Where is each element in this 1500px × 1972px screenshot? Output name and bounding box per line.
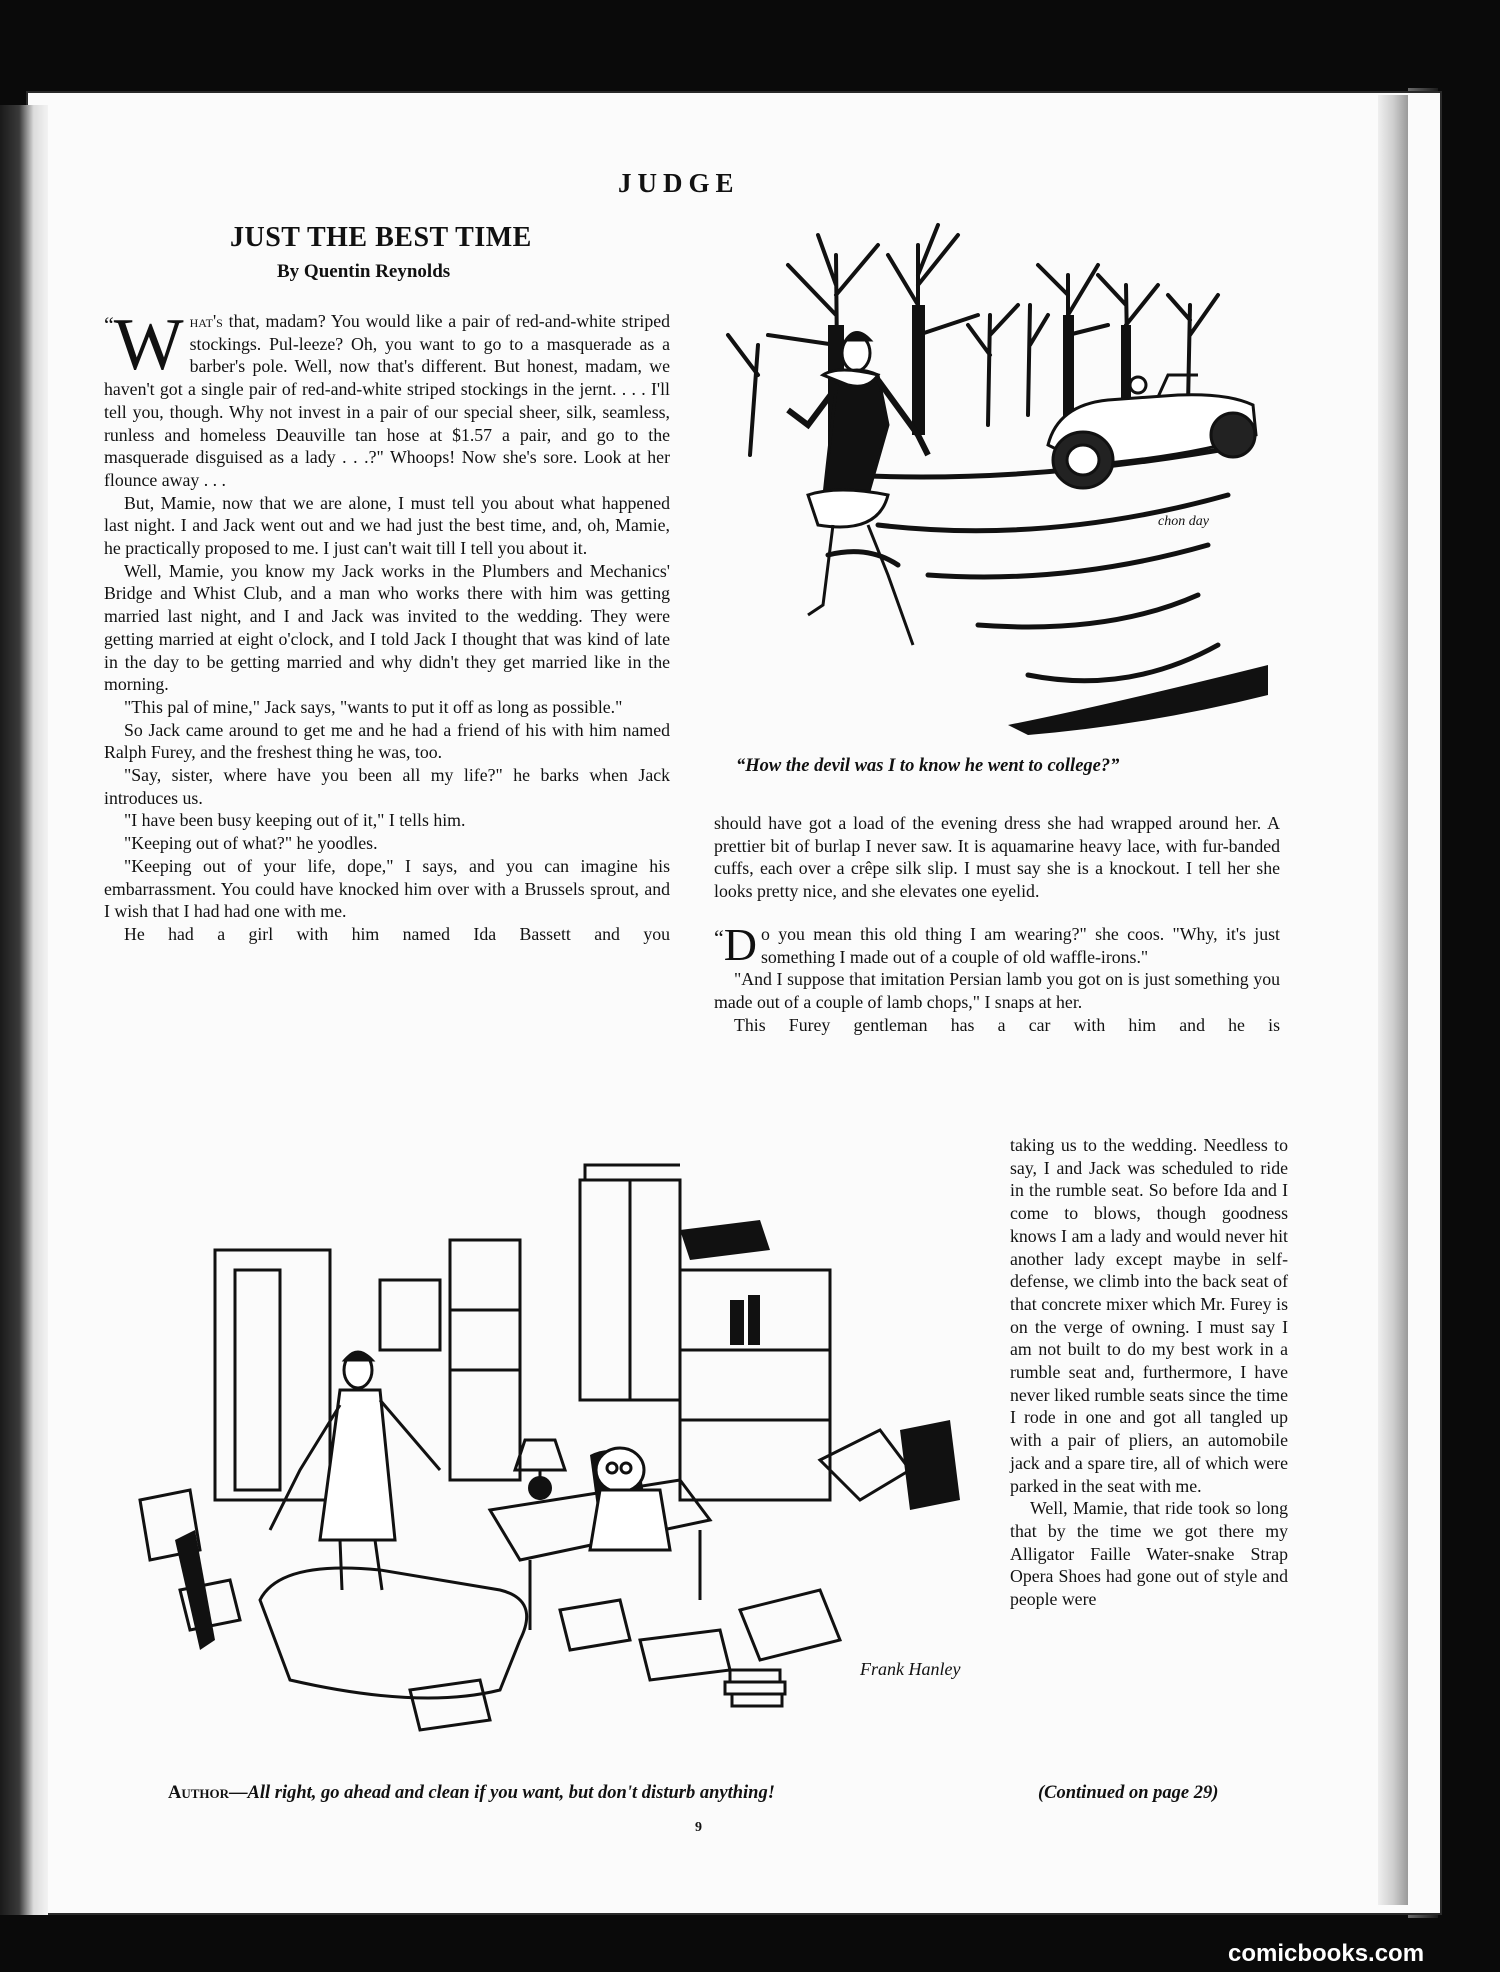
text-run: pole. Well, now that's different. But honest, madam, we haven't got a single pair of red-and-white striped stockings in the jernt. . . . I'll tell you, though. Why not invest in a pair of our special sheer, silk, seamless, runless and homeless Deauville tan hose at $1.57 a pair, and go to the masquerade disguised as a lady . . .?" Whoops! Now she's sore. Look at her flounce away . . . [104,356,670,490]
article-column-narrow [1010,1134,1288,1611]
caption-speaker: Author— [168,1783,248,1803]
open-quote: “ [104,312,114,337]
smallcaps-lead: hat's [189,311,223,331]
paragraph: "This pal of mine," Jack says, "wants to put it off as long as possible." [124,696,623,717]
paragraph: "Say, sister, where have you been all my life?" he barks when Jack introduces us. [104,765,670,808]
article-column-left [104,304,671,946]
illustration-messy-study [120,1170,980,1770]
paragraph: This Furey gentleman has a car with him and he is [734,1014,1280,1035]
open-quote: “ [714,924,724,950]
artist-signature: chon day [1158,514,1209,529]
artist-signature: Frank Hanley [860,1659,961,1679]
paragraph: Well, Mamie, you know my Jack works in the Plumbers and Mechanics' Bridge and Whist Club, and a man who works there with him was getting married last night, and I and Jack was invited to the wedding. They were getting married at eight o'clock, and I told Jack I thought that was kind of late in the day to be getting married and why didn't they get married like in the morning. [104,560,670,695]
watermark: comicbooks.com [1228,1940,1425,1967]
paragraph: "I have been busy keeping out of it," I tells him. [124,810,466,831]
article-column-right [714,812,1280,1036]
paragraph: "Keeping out of what?" he yoodles. [124,833,378,854]
paragraph: But, Mamie, now that we are alone, I must tell you about what happened last night. I and Jack went out and we had just the best time, and, oh, Mamie, he practically proposed to me. I just can't wait till I tell you about it. [104,492,670,559]
paragraph: should have got a load of the evening dress she had wrapped around her. A prettier bit of burlap I never saw. It is aquamarine heavy lace, with fur-banded cuffs, each over a crêpe silk slip. I must say she is a knockout. I tell her she looks pretty nice, and she elevates one eyelid. [714,813,1280,902]
drop-cap: D [723,918,757,970]
text-line: red-and-white striped stockings. Pul-leeze? Oh, [189,311,671,354]
illustration-caption [168,1783,775,1804]
article-title: JUST THE BEST TIME [230,222,532,253]
page-number: 9 [695,1820,702,1835]
paragraph: "And I suppose that imitation Persian lamb you got on is just something you made out of a couple of lamb chops," I snaps at her. [714,969,1280,1012]
page-left-edge [0,105,48,1915]
continued-note: (Continued on page 29) [1038,1783,1219,1803]
paragraph [104,304,671,492]
illustration-woman-car [728,225,1268,735]
text-line: that, madam? You would like a pair of [222,311,511,331]
article-byline: By Quentin Reynolds [277,261,451,282]
paragraph: taking us to the wedding. Needless to say, I and Jack was scheduled to ride in the rumble seat. So before Ida and I come to blows, though goodness knows I am a lady and would never hit another lady except maybe in self-defense, we climb into the back seat of that concrete mixer which Mr. Furey is on the verge of owning. I must say I am not built to do my best work in a rumble seat and, furthermore, I have never liked rumble seats since the time I rode in one and got all tangled up with a pair of pliers, an automobile jack and a spare tire, all of which were parked in the seat with me. [1010,1135,1288,1496]
masthead: JUDGE [618,168,740,198]
text-line: you want to go to a masquerade as a barber's [189,333,671,377]
paragraph: So Jack came around to get me and he had a friend of his with him named Ralph Furey, and the freshest thing he was, too. [104,719,670,763]
caption-text: All right, go ahead and clean if you want, but don't disturb anything! [247,1783,775,1803]
page-right-edge [1378,95,1408,1905]
paragraph: Well, Mamie, that ride took so long that by the time we got there my Alligator Faille Water-snake Strap Opera Shoes had gone out of style and people were [1010,1498,1288,1610]
paragraph [714,918,1280,970]
illustration-caption: “How the devil was I to know he went to college?” [736,756,1120,776]
text-run: o you mean this old thing I am wearing?" she coos. "Why, it's just something I made out of a couple of old waffle-irons." [761,923,1280,967]
paragraph: He had a girl with him named Ida Bassett and you [124,923,670,944]
drop-cap: W [113,304,184,386]
paragraph: "Keeping out of your life, dope," I says, and you can imagine his embarrassment. You could have knocked him over with a Brussels sprout, and I wish that I had had one with me. [104,855,670,922]
